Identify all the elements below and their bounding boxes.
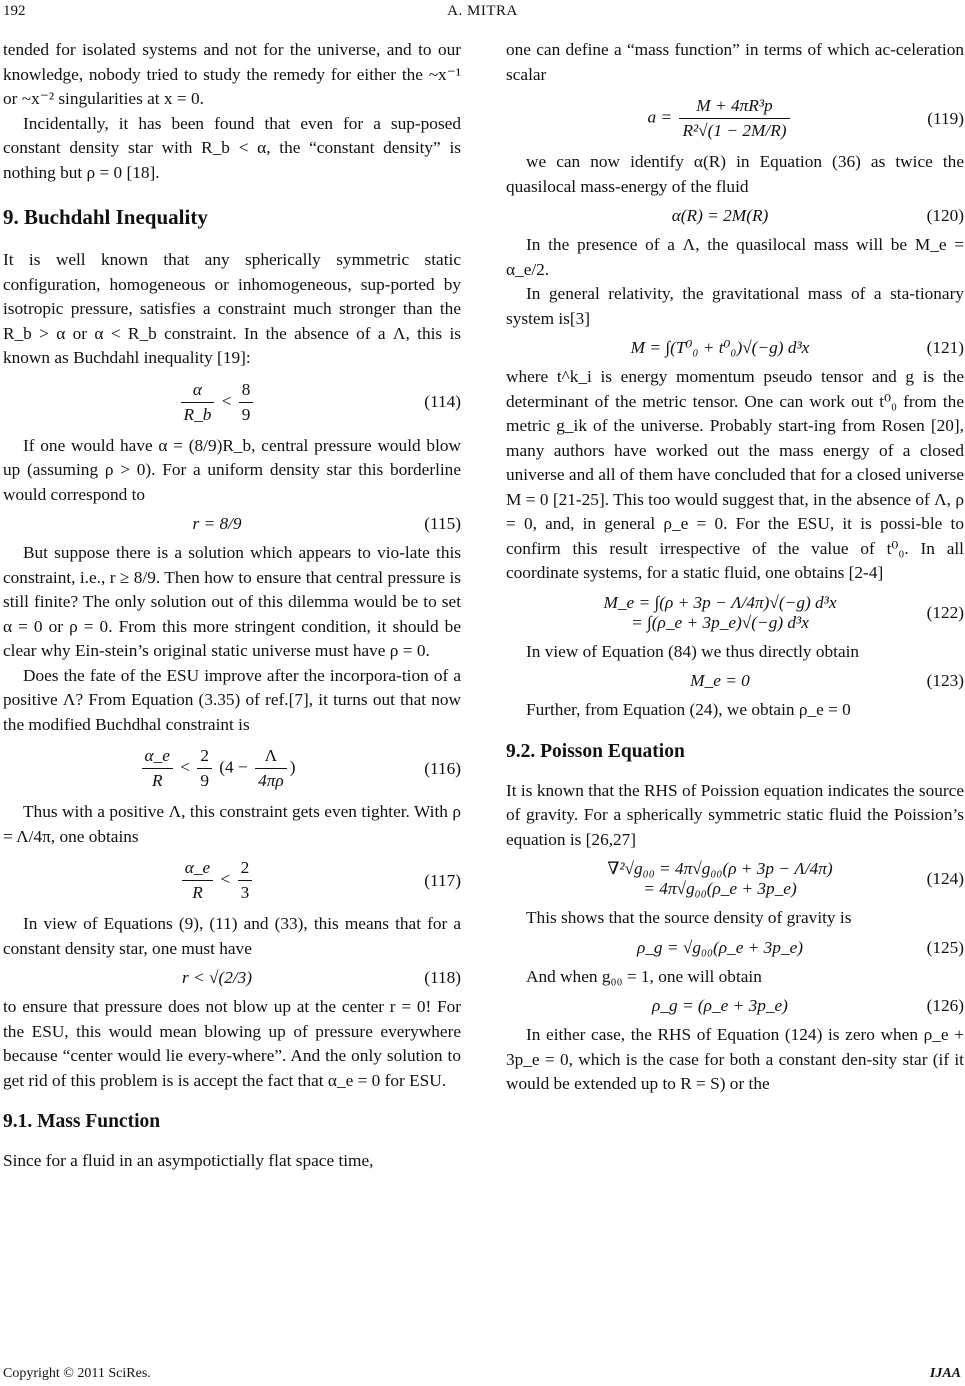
copyright-notice: Copyright © 2011 SciRes. bbox=[3, 1366, 151, 1381]
paragraph: tended for isolated systems and not for the universe, and to our knowledge, nobody tried to study the remedy for either the ~x⁻¹ or ~x⁻² singularities at x = 0. bbox=[3, 40, 461, 108]
paragraph: to ensure that pressure does not blow up at the center r = 0! For the ESU, this would mean blowing up of pressure everywhere because “center would lie every-where”. And the only solution to get rid of this problem is is accept the fact that α_e = 0 for ESU. bbox=[3, 997, 461, 1090]
paragraph: Does the fate of the ESU improve after the incorpora-tion of a positive Λ? From Equation (3.35) of ref.[7], it turns out that now the modified Buchdhal constraint is bbox=[3, 665, 461, 734]
paragraph: Further, from Equation (24), we obtain ρ_e = 0 bbox=[526, 700, 851, 719]
equation-number: (116) bbox=[424, 758, 461, 778]
equation-125: ρ_g = √g₀₀(ρ_e + 3p_e) (125) bbox=[636, 937, 964, 957]
equation-117: $\frac{\alpha\_e}{R}$ < $\frac{2}{3}$ (117) bbox=[3, 856, 461, 905]
equation-number: (125) bbox=[926, 937, 964, 957]
right-column bbox=[506, 38, 964, 1097]
fraction: $\frac{2}{9}$ bbox=[197, 744, 212, 793]
paragraph: In general relativity, the gravitational mass of a sta-tionary system is[3] bbox=[506, 284, 964, 328]
paragraph: In the presence of a Λ, the quasilocal mass will be M_e = α_e/2. bbox=[506, 235, 964, 279]
equation-114: $\frac{\alpha}{R\_b}$ < $\frac{8}{9}$ (114) bbox=[3, 378, 461, 427]
paragraph: Incidentally, it has been found that even for a sup-posed constant density star with R_b < α, the “constant density” is nothing but ρ = 0 [18]. bbox=[3, 113, 461, 182]
equation-124: ∇²√g₀₀ = 4π√g₀₀(ρ + 3p − Λ/4π) = 4π√g₀₀(ρ_e + 3p_e) (124) bbox=[607, 859, 964, 898]
paragraph: It is well known that any spherically symmetric static configuration, homogeneous or inhomogeneous, sup-ported by isotropic pressure, satisfies a constraint much stronger than the R_b > α or α < R_b constraint. In the absence of a Λ, this is known as Buchdahl inequality [19]: bbox=[3, 250, 461, 367]
page-number: 192 bbox=[3, 3, 26, 19]
equation-115: r = 8/9 (115) bbox=[192, 514, 461, 533]
journal-name: IJAA bbox=[929, 1366, 961, 1381]
equation-122: M_e = ∫(ρ + 3p − Λ/4π)√(−g) d³x = ∫(ρ_e + 3p_e)√(−g) d³x (122) bbox=[603, 592, 964, 632]
equation-number: (117) bbox=[424, 870, 461, 890]
equation-126: ρ_g = (ρ_e + 3p_e) (126) bbox=[652, 996, 964, 1015]
fraction: $\frac{\alpha\_e}{R}$ bbox=[142, 744, 173, 793]
paragraph: where t^k_i is energy momentum pseudo tensor and g is the determinant of the metric tensor. One can work out t⁰₀ from the metric g_ik of the universe. Probably start-ing from Rosen [20], many authors have worked out the mass energy of a closed universe and all of them have concluded that for a closed universe M = 0 [21-25]. This too would suggest that, in the absence of Λ, ρ = 0, and, in general ρ_e = 0. For the ESU, it is possi-ble to confirm this result irrespective of the value of t⁰₀. In all coordinate systems, for a static fluid, one obtains [2-4] bbox=[506, 367, 964, 582]
equation-number: (122) bbox=[926, 602, 964, 622]
equation-121: M = ∫(T⁰₀ + t⁰₀)√(−g) d³x (121) bbox=[630, 338, 964, 357]
page-header bbox=[0, 0, 965, 24]
paragraph: we can now identify α(R) in Equation (36) as twice the quasilocal mass-energy of the fluid bbox=[506, 152, 964, 196]
section-heading: 9. Buchdahl Inequality bbox=[3, 205, 208, 229]
equation-number: (123) bbox=[926, 671, 964, 690]
paragraph: This shows that the source density of gravity is bbox=[526, 908, 852, 927]
equation-number: (121) bbox=[926, 338, 964, 357]
paragraph: And when g₀₀ = 1, one will obtain bbox=[526, 966, 762, 986]
subsection-heading: 9.2. Poisson Equation bbox=[506, 740, 685, 762]
equation-116: $\frac{\alpha\_e}{R}$ < $\frac{2}{9}$ (4 − $\frac{\Lambda}{4\pi\rho}$ ) (116) bbox=[3, 744, 461, 793]
equation-123: M_e = 0 (123) bbox=[690, 671, 964, 690]
left-column bbox=[3, 38, 461, 1174]
paragraph: Since for a fluid in an asympotictially flat space time, bbox=[3, 1151, 374, 1170]
equation-118: r < √(2/3) (118) bbox=[181, 968, 461, 987]
running-title: A. MITRA bbox=[447, 3, 518, 19]
equation-number: (119) bbox=[927, 108, 964, 128]
paragraph: If one would have α = (8/9)R_b, central pressure would blow up (assuming ρ > 0). For a uniform density star this borderline would correspond to bbox=[3, 435, 461, 504]
paragraph: In view of Equations (9), (11) and (33), this means that for a constant density star, one must have bbox=[3, 914, 461, 958]
paragraph: In view of Equation (84) we thus directly obtain bbox=[526, 641, 860, 661]
subsection-heading: 9.1. Mass Function bbox=[3, 1111, 161, 1132]
paragraph: In either case, the RHS of Equation (124) is zero when ρ_e + 3p_e = 0, which is the case for both a constant den-sity star (if it would be extended up to R = S) or the bbox=[506, 1025, 964, 1093]
page-footer bbox=[0, 1366, 965, 1386]
fraction: $\frac{\text{M + 4πR³p}}{\text{R²√(1 − 2M/R)}}$ bbox=[679, 94, 789, 143]
equation-119: a = $\frac{\text{M + 4πR³p}}{\text{R²√(1 − 2M/R)}}$ (119) bbox=[506, 94, 964, 143]
paragraph: But suppose there is a solution which appears to vio-late this constraint, i.e., r ≥ 8/9. Then how to ensure that central pressure is still finite? The only solution out of this dilemma would be to set α = 0 or ρ = 0. From this more stringent condition, it should be clear why Ein-stein’s original static universe must have ρ = 0. bbox=[3, 543, 461, 660]
equation-120: α(R) = 2M(R) (120) bbox=[671, 206, 964, 225]
equation-number: (124) bbox=[926, 869, 964, 888]
equation-number: (115) bbox=[424, 514, 461, 533]
fraction: $\frac{\alpha\_e}{R}$ bbox=[182, 856, 213, 905]
equation-number: (114) bbox=[424, 392, 461, 411]
equation-number: (120) bbox=[926, 206, 964, 225]
equation-number: (118) bbox=[424, 968, 461, 987]
fraction: $\frac{8}{9}$ bbox=[239, 378, 254, 427]
fraction: $\frac{2}{3}$ bbox=[238, 856, 253, 905]
paragraph: Thus with a positive Λ, this constraint gets even tighter. With ρ = Λ/4π, one obtains bbox=[3, 802, 461, 846]
paragraph: one can define a “mass function” in terms of which ac-celeration scalar bbox=[506, 40, 964, 84]
fraction: $\frac{\Lambda}{4\pi\rho}$ bbox=[255, 744, 287, 793]
equation-number: (126) bbox=[926, 996, 964, 1015]
fraction: $\frac{\alpha}{R\_b}$ bbox=[181, 378, 215, 427]
paragraph: It is known that the RHS of Poission equation indicates the source of gravity. For a spherically symmetric static fluid the Poission’s equation is [26,27] bbox=[506, 780, 964, 849]
